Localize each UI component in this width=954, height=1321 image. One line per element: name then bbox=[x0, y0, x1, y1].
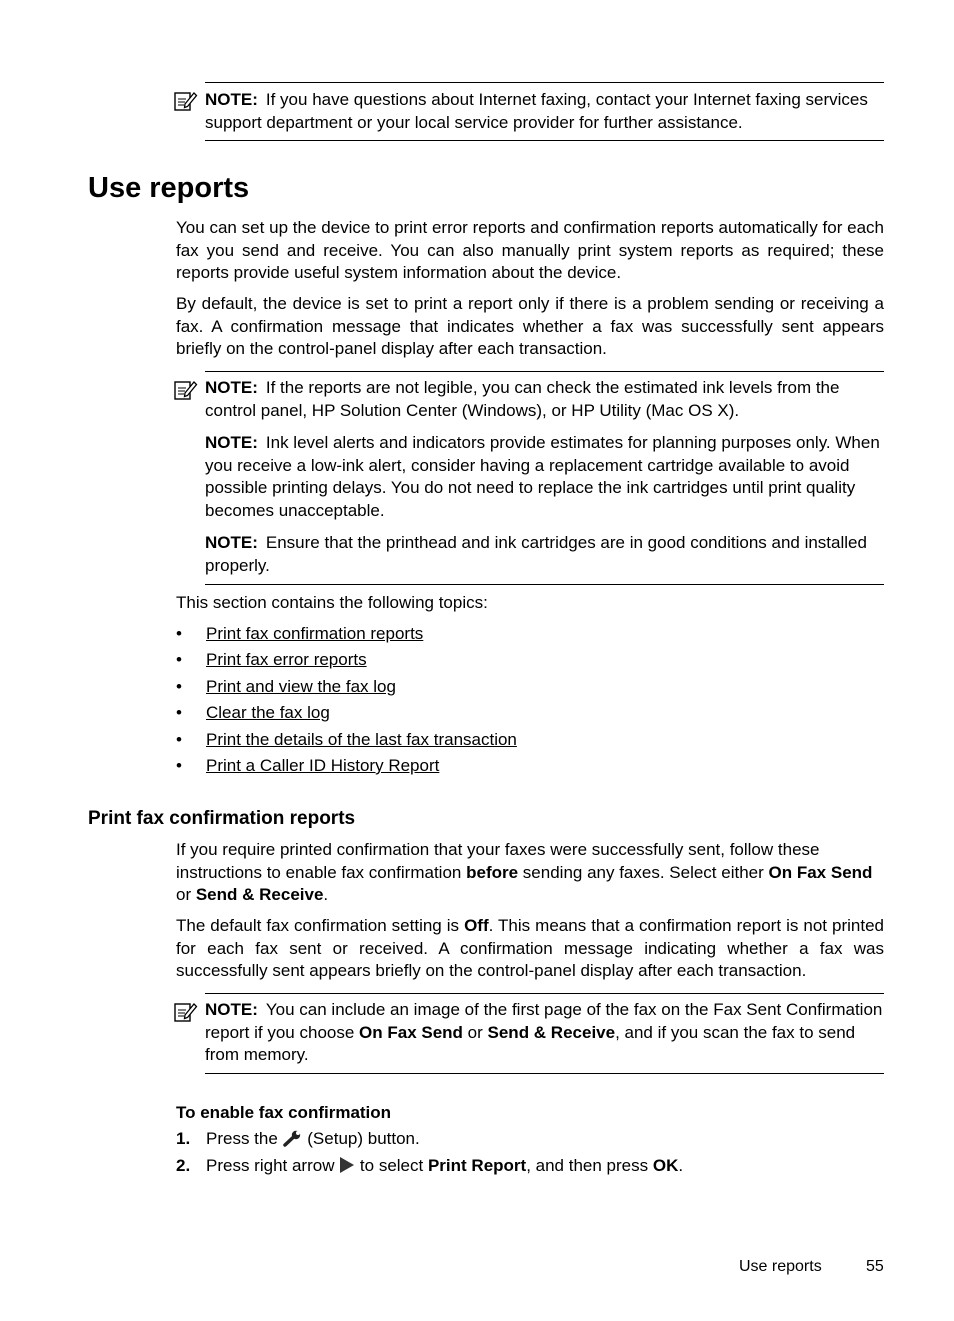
topic-link-caller-id-report[interactable]: Print a Caller ID History Report bbox=[206, 755, 440, 775]
topic-link-clear-fax-log[interactable]: Clear the fax log bbox=[206, 703, 330, 723]
subsection-paragraph-1 bbox=[176, 839, 884, 907]
text: sending any faxes. Select either bbox=[518, 862, 769, 882]
setting-off: Off bbox=[464, 916, 489, 935]
button-ok: OK bbox=[652, 1156, 679, 1175]
note-label: NOTE: bbox=[205, 533, 258, 552]
note-label: NOTE: bbox=[205, 433, 258, 452]
step-1 bbox=[176, 1128, 884, 1155]
wrench-setup-icon bbox=[283, 1130, 303, 1147]
step-text: , and then press bbox=[526, 1156, 653, 1175]
step-text: Press right arrow bbox=[206, 1156, 340, 1175]
note-text: or bbox=[462, 1022, 488, 1042]
note-top-rule bbox=[205, 82, 884, 83]
note-ink-levels bbox=[205, 377, 884, 422]
list-item bbox=[176, 702, 884, 728]
list-item bbox=[176, 729, 884, 755]
text: or bbox=[176, 885, 196, 904]
note-text: You can include an image of the first page of the fax on the Fax Sent Confirmation report if you choose bbox=[205, 1000, 883, 1042]
section-title: Use reports bbox=[88, 172, 250, 204]
option-send-receive: Send & Receive bbox=[195, 885, 324, 904]
note-pencil-icon bbox=[174, 1001, 198, 1023]
note-bottom-rule bbox=[205, 140, 884, 141]
notes-bottom-rule bbox=[205, 584, 884, 585]
text: . bbox=[323, 885, 329, 904]
option-on-fax-send: On Fax Send bbox=[359, 1022, 463, 1042]
footer-page-number: 55 bbox=[866, 1258, 884, 1275]
bullet: • bbox=[176, 624, 182, 643]
text: If you require printed confirmation that your faxes were successfully sent, follow these instructions to enable fax confirmation bbox=[176, 840, 820, 882]
note-label: NOTE: bbox=[205, 90, 258, 109]
subsection-title: Print fax confirmation reports bbox=[88, 808, 356, 829]
note-top-rule bbox=[205, 993, 884, 994]
notes-top-rule bbox=[205, 371, 884, 372]
step-number: 2. bbox=[176, 1156, 191, 1175]
right-arrow-icon bbox=[339, 1156, 355, 1174]
bullet: • bbox=[176, 729, 182, 749]
bullet: • bbox=[176, 650, 182, 670]
section-paragraph-1: You can set up the device to print error reports and confirmation reports automatically for each fax you send and receive. You can also manually print system reports as required; these reports provide useful system information about the device. bbox=[176, 218, 884, 282]
option-on-fax-send: On Fax Send bbox=[768, 862, 873, 882]
topic-link-last-transaction[interactable]: Print the details of the last fax transaction bbox=[206, 729, 517, 749]
note-ink-alerts bbox=[205, 432, 884, 522]
step-2 bbox=[176, 1155, 884, 1182]
text: The default fax confirmation setting is bbox=[176, 916, 465, 935]
topics-list bbox=[176, 623, 884, 781]
note-pencil-icon bbox=[174, 379, 198, 401]
topic-link-fax-log[interactable]: Print and view the fax log bbox=[206, 676, 396, 696]
list-item bbox=[176, 649, 884, 675]
list-item bbox=[176, 755, 884, 781]
topic-link-confirmation-reports[interactable]: Print fax confirmation reports bbox=[206, 624, 424, 643]
option-send-receive: Send & Receive bbox=[487, 1022, 616, 1042]
menu-print-report: Print Report bbox=[427, 1156, 527, 1175]
topics-intro: This section contains the following topics: bbox=[176, 593, 488, 612]
notes-block bbox=[172, 371, 884, 586]
bullet: • bbox=[176, 755, 182, 775]
note-text: If you have questions about Internet faxing, contact your Internet faxing services support department or your local service provider for further assistance. bbox=[205, 90, 868, 132]
bullet: • bbox=[176, 703, 182, 723]
procedure-steps bbox=[176, 1128, 884, 1182]
section-paragraph-2: By default, the device is set to print a report only if there is a problem sending or receiving a fax. A confirmation message that indicates whether a fax was successfully sent appears briefly on the control-panel display after each transaction. bbox=[176, 294, 884, 358]
bullet: • bbox=[176, 676, 182, 696]
note-pencil-icon bbox=[174, 90, 198, 112]
note-bottom-rule bbox=[205, 1073, 884, 1074]
list-item bbox=[176, 676, 884, 702]
step-text: (Setup) button. bbox=[302, 1129, 420, 1148]
list-item bbox=[176, 623, 884, 649]
note-label: NOTE: bbox=[205, 1000, 258, 1019]
step-text: . bbox=[678, 1156, 684, 1175]
emphasis-before: before bbox=[466, 862, 519, 882]
note-fax-image bbox=[172, 993, 884, 1075]
step-text: to select bbox=[355, 1156, 428, 1175]
note-text: Ensure that the printhead and ink cartridges are in good conditions and installed properly. bbox=[205, 533, 867, 575]
note-internet-faxing bbox=[172, 82, 884, 142]
note-text: If the reports are not legible, you can check the estimated ink levels from the control panel, HP Solution Center (Windows), or HP Utility (Mac OS X). bbox=[205, 378, 840, 420]
footer-section-name: Use reports bbox=[739, 1258, 822, 1275]
topic-link-error-reports[interactable]: Print fax error reports bbox=[206, 650, 367, 670]
step-text: Press the bbox=[206, 1129, 283, 1148]
step-number: 1. bbox=[176, 1129, 191, 1148]
text: . This means that a confirmation report is not printed for each fax sent or received. A confirmation message indicating whether a fax was successfully sent appears briefly on the control-panel display after each transaction. bbox=[176, 916, 884, 980]
note-text: Ink level alerts and indicators provide estimates for planning purposes only. When you receive a low-ink alert, consider having a replacement cartridge available to avoid possible printing delays. You do not need to replace the ink cartridges until print quality becomes unacceptable. bbox=[205, 433, 880, 520]
note-label: NOTE: bbox=[205, 378, 258, 397]
note-text: , and if you scan the fax to send from memory. bbox=[205, 1022, 856, 1064]
procedure-title: To enable fax confirmation bbox=[176, 1103, 392, 1122]
note-printhead bbox=[205, 532, 884, 577]
subsection-paragraph-2 bbox=[176, 915, 884, 983]
